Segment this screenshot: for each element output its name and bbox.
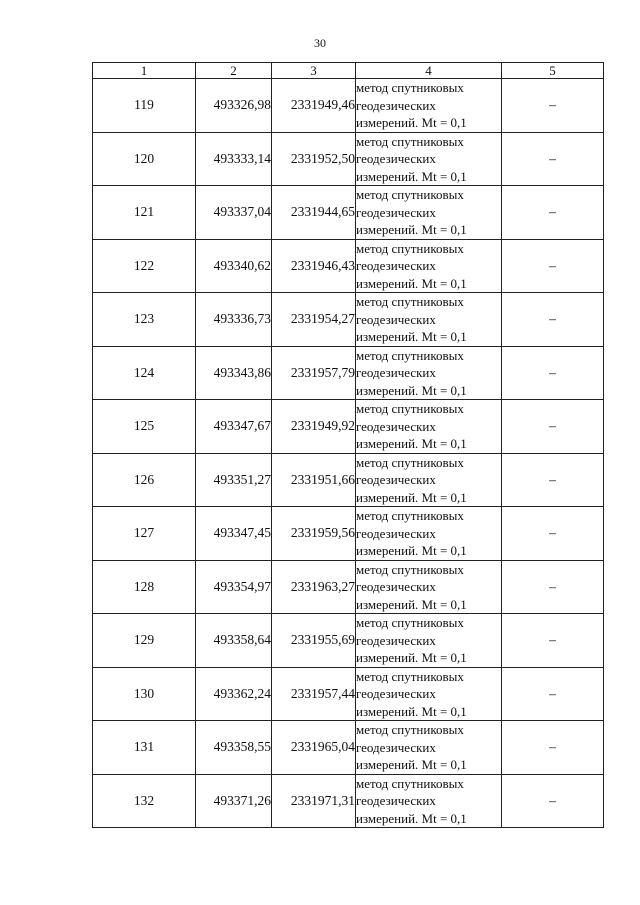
method-line: геодезических [356, 258, 436, 273]
note-cell: – [502, 614, 604, 668]
table-header-row [93, 63, 604, 79]
method-cell [356, 346, 502, 400]
point-number-cell: 132 [93, 774, 196, 828]
note-cell: – [502, 239, 604, 293]
method-line: измерений. Mt = 0,1 [356, 543, 467, 558]
method-line: геодезических [356, 97, 436, 113]
point-number-cell: 121 [93, 186, 196, 240]
y-coordinate-cell: 2331946,43 [272, 239, 356, 293]
point-number-cell: 127 [93, 507, 196, 561]
method-line: геодезических [356, 204, 436, 220]
table-row [93, 507, 604, 561]
method-line: геодезических [356, 632, 436, 648]
method-cell [356, 774, 502, 828]
method-line: измерений. Mt = 0,1 [356, 436, 467, 451]
method-line: измерений. Mt = 0,1 [356, 596, 467, 612]
method-line: геодезических [356, 365, 436, 380]
x-coordinate-cell: 493351,27 [196, 453, 272, 507]
point-number-cell: 120 [93, 132, 196, 186]
method-line: геодезических [356, 579, 436, 594]
x-coordinate-cell: 493358,55 [196, 721, 272, 775]
page-number: 30 [314, 36, 326, 50]
note-cell: – [502, 132, 604, 186]
x-coordinate-cell: 493371,26 [196, 774, 272, 828]
point-number-cell: 128 [93, 560, 196, 614]
method-line: измерений. Mt = 0,1 [356, 275, 467, 291]
method-cell [356, 667, 502, 721]
table-row [93, 239, 604, 293]
method-cell [356, 453, 502, 507]
point-number-cell: 130 [93, 667, 196, 721]
method-cell [356, 560, 502, 614]
table-row [93, 186, 604, 240]
point-number-cell: 122 [93, 239, 196, 293]
y-coordinate-cell: 2331963,27 [272, 560, 356, 614]
table-row [93, 774, 604, 828]
note-cell: – [502, 293, 604, 347]
point-number-cell: 129 [93, 614, 196, 668]
method-line: метод спутниковых [356, 133, 464, 149]
method-line: измерений. Mt = 0,1 [356, 810, 467, 826]
y-coordinate-cell: 2331949,46 [272, 79, 356, 133]
x-coordinate-cell: 493333,14 [196, 132, 272, 186]
header-cell-5: 5 [502, 63, 604, 79]
method-line: геодезических [356, 472, 436, 487]
method-line: метод спутниковых [356, 187, 464, 202]
method-line: измерений. Mt = 0,1 [356, 382, 467, 398]
method-line: метод спутниковых [356, 294, 464, 309]
x-coordinate-cell: 493326,98 [196, 79, 272, 133]
table-row [93, 293, 604, 347]
note-cell: – [502, 507, 604, 561]
method-line: геодезических [356, 793, 436, 808]
method-line: метод спутниковых [356, 508, 464, 523]
method-line: метод спутниковых [356, 80, 464, 95]
method-line: метод спутниковых [356, 454, 464, 470]
method-line: метод спутниковых [356, 668, 464, 684]
y-coordinate-cell: 2331965,04 [272, 721, 356, 775]
y-coordinate-cell: 2331951,66 [272, 453, 356, 507]
x-coordinate-cell: 493347,67 [196, 400, 272, 454]
y-coordinate-cell: 2331944,65 [272, 186, 356, 240]
x-coordinate-cell: 493340,62 [196, 239, 272, 293]
table-row [93, 721, 604, 775]
method-line: метод спутниковых [356, 240, 464, 256]
method-cell [356, 293, 502, 347]
table-row [93, 400, 604, 454]
method-line: геодезических [356, 311, 436, 327]
method-line: геодезических [356, 151, 436, 166]
y-coordinate-cell: 2331949,92 [272, 400, 356, 454]
method-cell [356, 186, 502, 240]
method-line: измерений. Mt = 0,1 [356, 757, 467, 772]
table-row [93, 346, 604, 400]
x-coordinate-cell: 493343,86 [196, 346, 272, 400]
method-line: метод спутниковых [356, 722, 464, 737]
table-row [93, 79, 604, 133]
method-cell [356, 132, 502, 186]
method-line: измерений. Mt = 0,1 [356, 115, 467, 130]
method-line: измерений. Mt = 0,1 [356, 168, 467, 184]
method-line: метод спутниковых [356, 347, 464, 363]
method-line: метод спутниковых [356, 401, 464, 416]
method-line: геодезических [356, 739, 436, 755]
point-number-cell: 123 [93, 293, 196, 347]
method-line: метод спутниковых [356, 561, 464, 577]
method-cell [356, 614, 502, 668]
note-cell: – [502, 721, 604, 775]
note-cell: – [502, 346, 604, 400]
note-cell: – [502, 453, 604, 507]
x-coordinate-cell: 493354,97 [196, 560, 272, 614]
note-cell: – [502, 560, 604, 614]
table-row [93, 560, 604, 614]
y-coordinate-cell: 2331957,44 [272, 667, 356, 721]
coordinates-table [92, 62, 604, 828]
coordinates-table-body [93, 63, 604, 828]
table-row [93, 614, 604, 668]
y-coordinate-cell: 2331957,79 [272, 346, 356, 400]
table-row [93, 453, 604, 507]
method-line: измерений. Mt = 0,1 [356, 489, 467, 505]
y-coordinate-cell: 2331955,69 [272, 614, 356, 668]
y-coordinate-cell: 2331971,31 [272, 774, 356, 828]
point-number-cell: 125 [93, 400, 196, 454]
method-line: измерений. Mt = 0,1 [356, 222, 467, 237]
method-line: геодезических [356, 418, 436, 434]
point-number-cell: 126 [93, 453, 196, 507]
point-number-cell: 124 [93, 346, 196, 400]
method-cell [356, 507, 502, 561]
header-cell-1: 1 [93, 63, 196, 79]
method-line: метод спутниковых [356, 615, 464, 630]
y-coordinate-cell: 2331952,50 [272, 132, 356, 186]
table-row [93, 667, 604, 721]
note-cell: – [502, 774, 604, 828]
point-number-cell: 119 [93, 79, 196, 133]
method-line: измерений. Mt = 0,1 [356, 703, 467, 719]
note-cell: – [502, 186, 604, 240]
note-cell: – [502, 667, 604, 721]
table-row [93, 132, 604, 186]
method-line: метод спутниковых [356, 775, 464, 791]
method-cell [356, 721, 502, 775]
method-cell [356, 79, 502, 133]
x-coordinate-cell: 493362,24 [196, 667, 272, 721]
x-coordinate-cell: 493358,64 [196, 614, 272, 668]
x-coordinate-cell: 493337,04 [196, 186, 272, 240]
header-cell-4: 4 [356, 63, 502, 79]
point-number-cell: 131 [93, 721, 196, 775]
method-cell [356, 400, 502, 454]
method-line: измерений. Mt = 0,1 [356, 329, 467, 344]
method-line: геодезических [356, 525, 436, 541]
header-cell-2: 2 [196, 63, 272, 79]
y-coordinate-cell: 2331954,27 [272, 293, 356, 347]
method-line: измерений. Mt = 0,1 [356, 650, 467, 665]
method-line: геодезических [356, 686, 436, 701]
x-coordinate-cell: 493347,45 [196, 507, 272, 561]
method-cell [356, 239, 502, 293]
note-cell: – [502, 400, 604, 454]
x-coordinate-cell: 493336,73 [196, 293, 272, 347]
note-cell: – [502, 79, 604, 133]
header-cell-3: 3 [272, 63, 356, 79]
y-coordinate-cell: 2331959,56 [272, 507, 356, 561]
